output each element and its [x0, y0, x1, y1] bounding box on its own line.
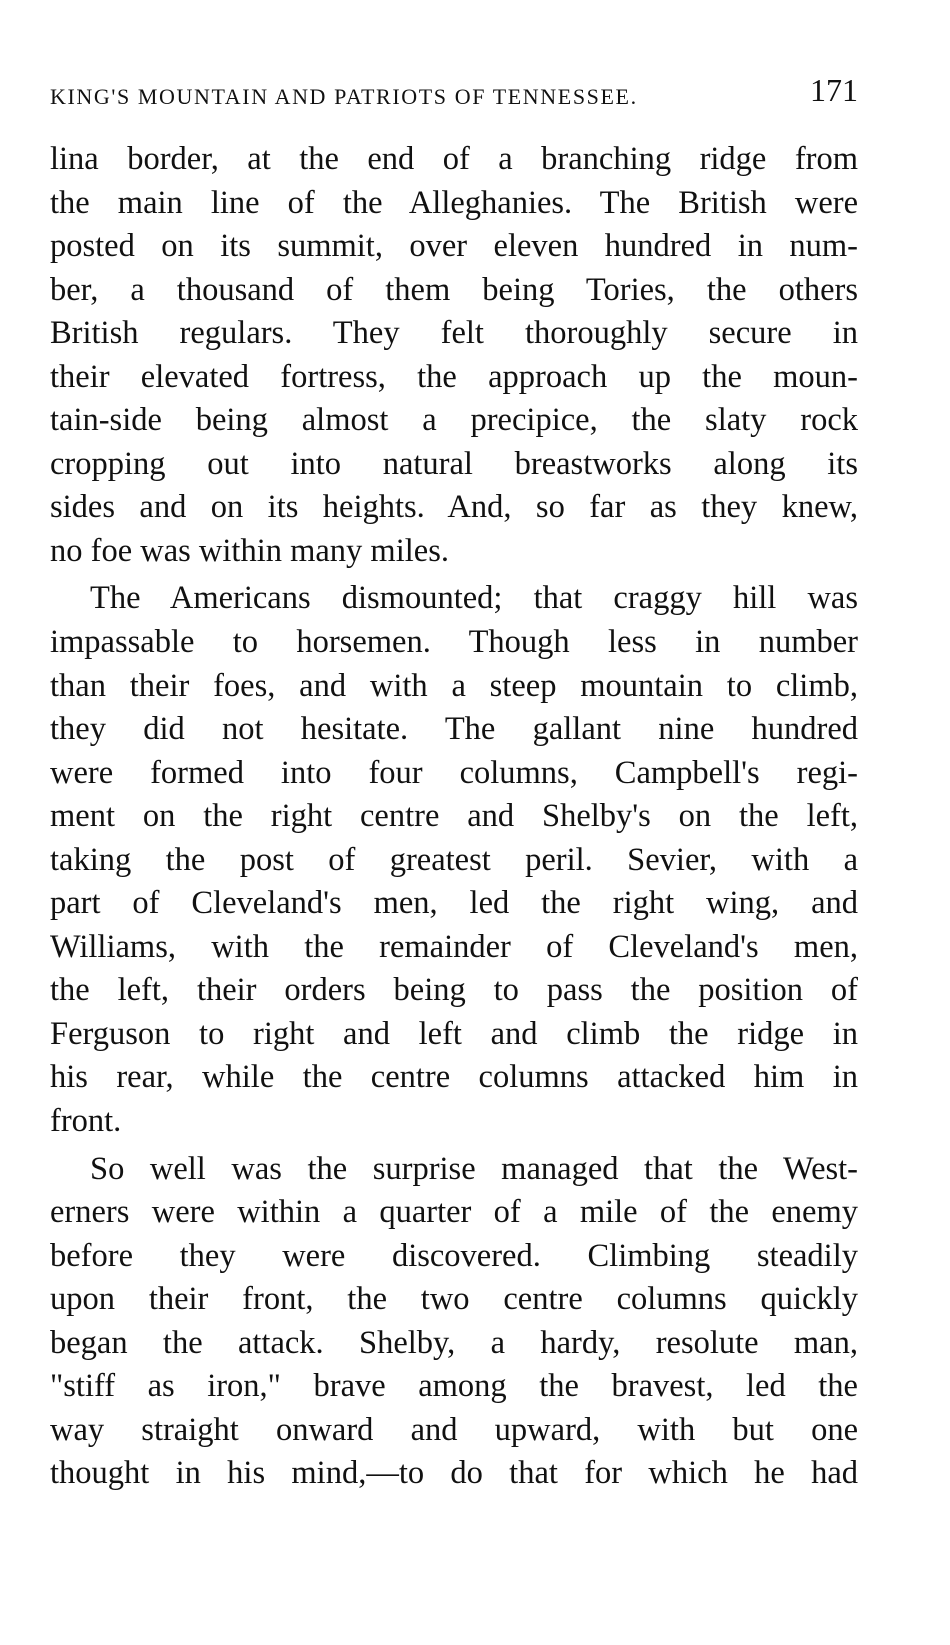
text-line: upon their front, the two centre columns quickly — [50, 1281, 858, 1318]
text-line: before they were discovered. Climbing steadily — [50, 1237, 858, 1274]
text-line: were formed into four columns, Campbell's regi- — [50, 754, 858, 791]
text-line: posted on its summit, over eleven hundred in num- — [50, 228, 858, 265]
text-line: their elevated fortress, the approach up the moun- — [50, 358, 858, 395]
text-line: Williams, with the remainder of Cleveland's men, — [50, 928, 858, 965]
text-line: Ferguson to right and left and climb the ridge in — [50, 1015, 858, 1052]
text-line: cropping out into natural breastworks along its — [50, 445, 858, 482]
running-header — [50, 72, 858, 116]
text-line: tain-side being almost a precipice, the slaty rock — [50, 402, 858, 439]
text-line: ment on the right centre and Shelby's on the left, — [50, 798, 858, 835]
text-line: The Americans dismounted; that craggy hill was — [90, 580, 858, 617]
text-line: "stiff as iron," brave among the bravest, led the — [50, 1368, 858, 1405]
page-number: 171 — [810, 72, 858, 108]
text-line: than their foes, and with a steep mountain to climb, — [50, 667, 858, 704]
text-line: sides and on its heights. And, so far as they knew, — [50, 489, 858, 526]
text-line: lina border, at the end of a branching ridge from — [50, 141, 858, 177]
text-line: the main line of the Alleghanies. The British were — [50, 184, 858, 221]
text-line: they did not hesitate. The gallant nine hundred — [50, 711, 858, 748]
text-line: impassable to horsemen. Though less in number — [50, 624, 858, 661]
paragraph-3 — [50, 1148, 858, 1496]
text-line: front. — [50, 1103, 122, 1140]
text-line: the left, their orders being to pass the position of — [50, 972, 858, 1009]
text-line: thought in his mind,—to do that for which he had — [50, 1455, 858, 1492]
text-line: erners were within a quarter of a mile of the enemy — [50, 1194, 858, 1231]
paragraph-2 — [50, 577, 858, 1143]
text-line: So well was the surprise managed that the West- — [90, 1150, 858, 1187]
running-title: KING'S MOUNTAIN AND PATRIOTS OF TENNESSEE. — [50, 84, 638, 109]
text-line: British regulars. They felt thoroughly secure in — [50, 315, 858, 352]
text-line: way straight onward and upward, with but one — [50, 1411, 858, 1448]
text-line: no foe was within many miles. — [50, 532, 449, 569]
paragraph-1 — [50, 138, 858, 573]
text-line: began the attack. Shelby, a hardy, resolute man, — [50, 1324, 858, 1361]
body-text — [50, 138, 858, 1496]
text-line: part of Cleveland's men, led the right wing, and — [50, 885, 858, 922]
text-line: his rear, while the centre columns attacked him in — [50, 1059, 858, 1096]
text-line: taking the post of greatest peril. Sevier, with a — [50, 841, 858, 878]
text-line: ber, a thousand of them being Tories, the others — [50, 271, 858, 308]
